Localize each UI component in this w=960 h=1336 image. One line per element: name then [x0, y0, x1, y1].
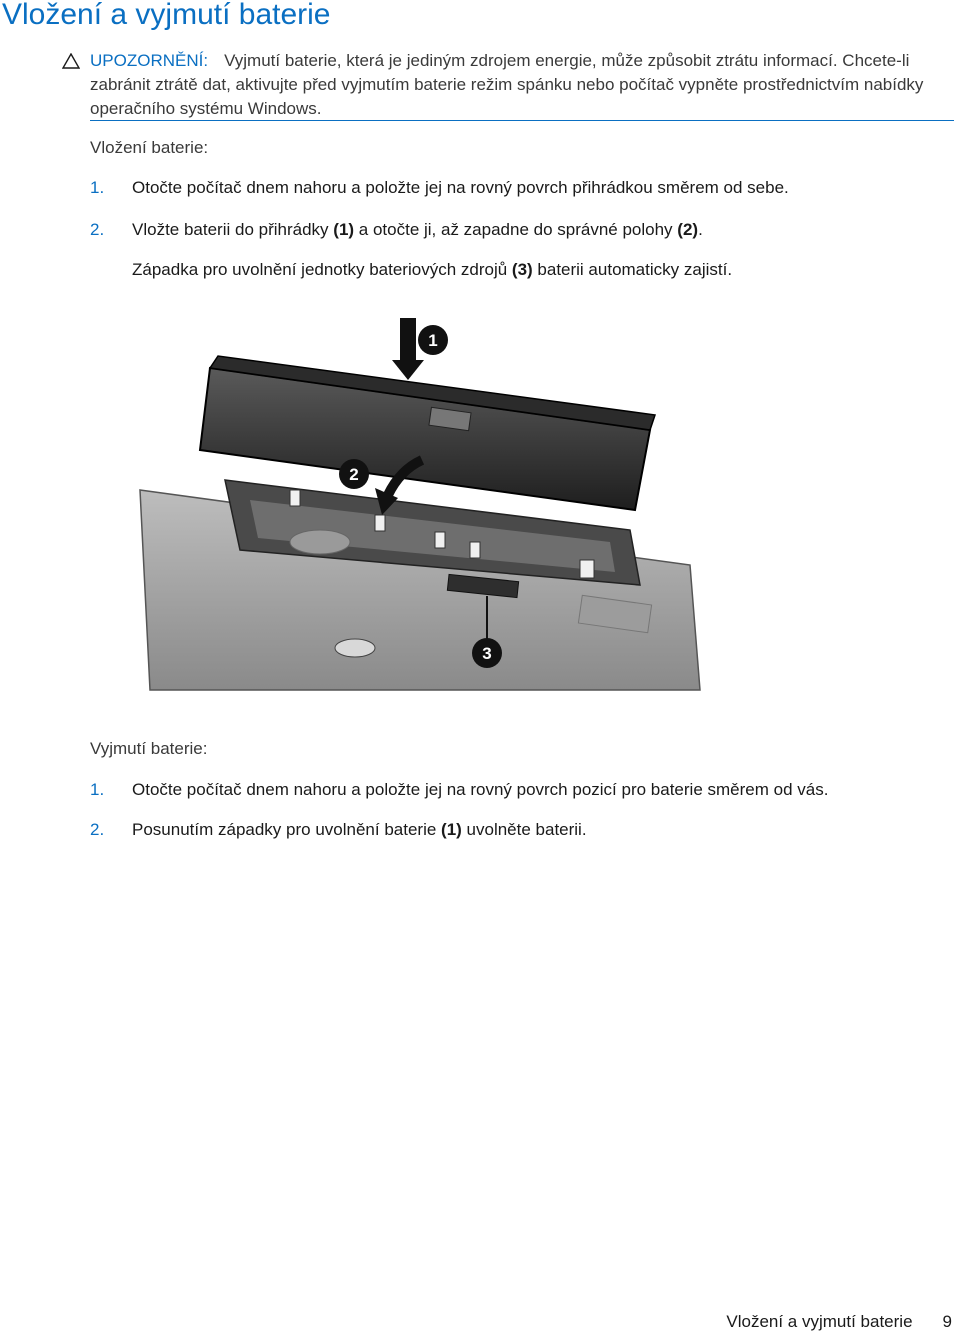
caution-label: UPOZORNĚNÍ: — [90, 51, 209, 70]
insert-step-1 — [90, 177, 789, 199]
callout-2-label: 2 — [349, 465, 359, 484]
remove-heading: Vyjmutí baterie: — [90, 739, 208, 758]
caution-note — [90, 49, 956, 121]
step-text: Otočte počítač dnem nahoru a položte jej na rovný povrch přihrádkou směrem od sebe. — [132, 178, 789, 197]
page-number: 9 — [942, 1312, 952, 1331]
page-footer — [726, 1312, 952, 1332]
caution-divider — [90, 120, 954, 121]
callout-ref: (1) — [333, 220, 355, 239]
step-text: baterii automaticky zajistí. — [532, 260, 733, 279]
step-text: Otočte počítač dnem nahoru a položte jej na rovný povrch pozicí pro baterie směrem od vás. — [132, 780, 829, 799]
step-text: Západka pro uvolnění jednotky bateriových zdrojů — [132, 260, 512, 279]
callout-1-label: 1 — [428, 331, 438, 350]
battery-insertion-illustration — [130, 310, 710, 710]
step-number: 2. — [90, 820, 105, 839]
remove-step-2 — [90, 819, 587, 841]
step-number: 1. — [90, 780, 105, 799]
step-text: Vložte baterii do přihrádky — [132, 220, 334, 239]
step-text: a otočte ji, až zapadne do správné polohy — [354, 220, 678, 239]
step-number: 2. — [90, 220, 105, 239]
warning-triangle-icon — [62, 53, 80, 69]
insert-step-2 — [90, 219, 703, 241]
step-number: 1. — [90, 178, 105, 197]
step-text: uvolněte baterii. — [461, 820, 587, 839]
step-text: . — [698, 220, 703, 239]
caution-text: Vyjmutí baterie, která je jediným zdrojem energie, může způsobit ztrátu informací. Chcete-li zabránit ztrátě dat, aktivujte před vyjmutím baterie režim spánku nebo počítač vypněte prostřednictvím nabídky operačního systému Windows. — [90, 51, 924, 118]
callout-ref: (3) — [511, 260, 533, 279]
footer-title: Vložení a vyjmutí baterie — [726, 1312, 913, 1331]
callout-ref: (1) — [441, 820, 462, 839]
insert-step-2-continuation — [132, 259, 732, 281]
callout-ref: (2) — [677, 220, 699, 239]
insert-heading: Vložení baterie: — [90, 138, 209, 157]
remove-step-1 — [90, 779, 828, 801]
callout-3-label: 3 — [482, 644, 492, 663]
page-title: Vložení a vyjmutí baterie — [2, 0, 331, 31]
step-text: Posunutím západky pro uvolnění baterie — [132, 820, 442, 839]
